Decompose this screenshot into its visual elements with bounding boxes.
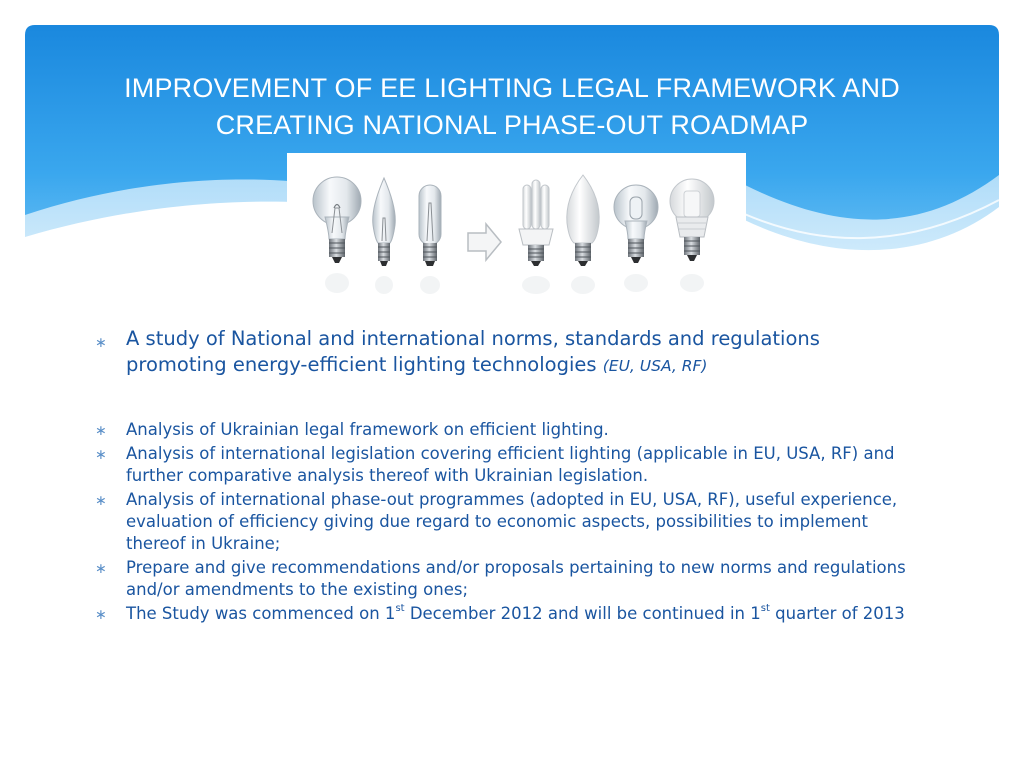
bullet-asterisk-icon: ∗ bbox=[95, 447, 107, 463]
bullet-recommendations bbox=[95, 557, 915, 601]
ordinal-suffix: st bbox=[395, 602, 405, 614]
slide-title bbox=[40, 70, 984, 144]
bullet-asterisk-icon: ∗ bbox=[95, 607, 107, 623]
halogen-bulb-icon bbox=[614, 185, 658, 292]
list-spacer bbox=[95, 379, 915, 419]
bullet-text-suffix: (EU, USA, RF) bbox=[602, 357, 708, 375]
bullet-asterisk-icon: ∗ bbox=[95, 335, 107, 351]
bullet-text-part: quarter of 2013 bbox=[769, 604, 905, 623]
bullet-asterisk-icon: ∗ bbox=[95, 423, 107, 439]
incandescent-bulb-icon bbox=[313, 177, 361, 293]
bulbs-illustration bbox=[287, 153, 746, 303]
bullet-text-part: December 2012 and will be continued in 1 bbox=[404, 604, 761, 623]
cfl-bulb-icon bbox=[519, 180, 553, 294]
bullet-asterisk-icon: ∗ bbox=[95, 493, 107, 509]
bullet-text: Analysis of international phase-out programmes (adopted in EU, USA, RF), useful experience, evaluation of efficiency giving due regard to economic aspects, possibilities to implement thereof in Ukraine; bbox=[126, 490, 898, 553]
bullet-list bbox=[95, 326, 915, 627]
tube-bulb-icon bbox=[419, 185, 441, 294]
bullet-study-timeline bbox=[95, 603, 915, 625]
candle-bulb-icon bbox=[373, 178, 396, 294]
bullet-text: Analysis of Ukrainian legal framework on efficient lighting. bbox=[126, 420, 609, 439]
slide-title-line-2: CREATING NATIONAL PHASE-OUT ROADMAP bbox=[215, 110, 809, 140]
bullet-ukrainian-framework bbox=[95, 419, 915, 441]
led-candle-bulb-icon bbox=[567, 175, 599, 294]
bullet-asterisk-icon: ∗ bbox=[95, 561, 107, 577]
bullet-text: A study of National and international norms, standards and regulations promoting energy-efficient lighting technologies bbox=[126, 327, 820, 376]
led-bulb-icon bbox=[670, 179, 714, 292]
bullet-phase-out-programmes bbox=[95, 489, 915, 555]
bullet-text: Analysis of international legislation covering efficient lighting (applicable in EU, USA, RF) and further comparative analysis thereof with Ukrainian legislation. bbox=[126, 444, 895, 485]
slide-title-line-1: IMPROVEMENT OF EE LIGHTING LEGAL FRAMEWORK AND bbox=[124, 73, 900, 103]
bullet-text: Prepare and give recommendations and/or proposals pertaining to new norms and regulations and/or amendments to the existing ones; bbox=[126, 558, 906, 599]
arrow-right-icon bbox=[468, 224, 501, 260]
ordinal-suffix: st bbox=[760, 602, 770, 614]
bullet-text-part: The Study was commenced on 1 bbox=[126, 604, 396, 623]
bullet-international-legislation bbox=[95, 443, 915, 487]
bullet-study-overview bbox=[95, 326, 915, 379]
